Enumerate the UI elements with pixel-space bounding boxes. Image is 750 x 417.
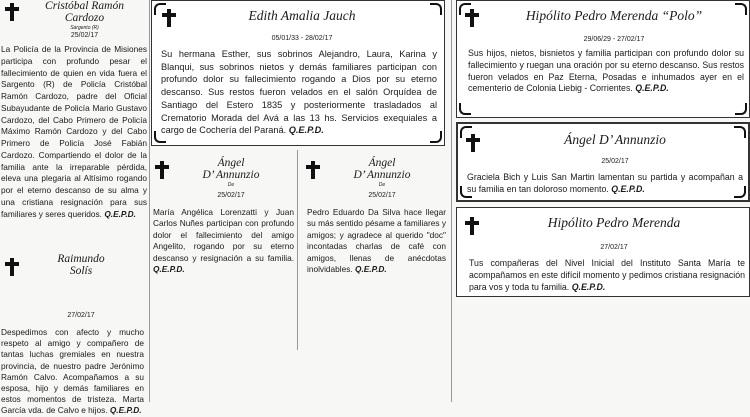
notice-edith-jauch <box>151 0 445 146</box>
notice-name: Hipólito Pedro Merenda “Polo” <box>525 8 703 23</box>
cross-icon <box>465 216 479 236</box>
notice-body: Tus compañeras del Nivel Inicial del Instituto Santa María te acompañamos en este difícil momento y pedimos cristiana resignación para vos y toda tu familia. Q.E.P.D. <box>469 258 745 293</box>
notice-date: 25/02/17 <box>70 32 99 39</box>
notice-date: 25/02/17 <box>368 192 396 199</box>
notice-raimundo-solis <box>0 252 147 416</box>
notice-body: María Angélica Lorenzatti y Juan Carlos Nuñes participan con profundo dolor el fallecimiento del amigo Angelito, rogando por su eterno descanso y resignación a su familia. Q.E.P.D. <box>153 207 294 275</box>
notice-angel-annunzio-3 <box>456 122 750 202</box>
notice-date: 05/01/33 - 28/02/17 <box>271 35 333 42</box>
notice-date: 27/02/17 <box>67 312 95 319</box>
notice-date: 25/02/17 <box>601 158 629 165</box>
cross-icon <box>306 160 320 180</box>
cross-icon <box>5 257 19 277</box>
notice-name: Raimundo Solís <box>57 253 105 277</box>
notice-body: Graciela Bich y Luis San Martin lamentan su partida y acompañan a su familia en tan doloroso momento. Q.E.P.D. <box>467 172 743 194</box>
notice-hipolito-merenda <box>456 207 750 297</box>
cross-icon <box>466 133 480 153</box>
notice-date: 29/06/29 - 27/02/17 <box>583 36 645 43</box>
cross-icon <box>5 2 19 22</box>
column-divider <box>149 0 150 402</box>
cross-icon <box>162 8 176 28</box>
column-divider <box>451 0 452 402</box>
cross-icon <box>155 160 169 180</box>
notice-date: 27/02/17 <box>600 244 628 251</box>
notice-body: Despedimos con afecto y mucho respeto al amigo y compañero de tantas luchas gremiales en nuestra provincia, de nuestro padre Jerónimo Ramón Calvo. Acompañamos a su esposa, hijo y demás familiares en estos momentos de tristeza. Marta García vda. de Calvo e hijos. Q.E.P.D. <box>1 327 144 416</box>
cross-icon <box>465 8 479 28</box>
notice-body: La Policía de la Provincia de Misiones participa con profundo pesar el fallecimiento de quien en vida fuera el Sargento (R) de Policía Cristóbal Ramón Cardozo, padre del Oficial Subayudante de Policía Mario Gustavo Cardozo, del Cabo Primero de Policía Máximo Ramón Cardozo y del Cabo Primero de Policía José Fabián Cardozo. Compartiendo el dolor de la familia ante la irreparable pérdida, eleva una plegaria al Altísimo rogando por el eterno descanso de su alma y una cristiana resignación para sus familiares y seres queridos. Q.E.P.D. <box>1 44 147 219</box>
notice-name: Ángel D’ Annunzio <box>353 157 411 181</box>
notice-name: Ángel D’ Annunzio <box>564 132 666 147</box>
notice-angel-annunzio-1 <box>151 152 296 342</box>
notice-name: Hipólito Pedro Merenda <box>547 215 681 230</box>
notice-sub: De <box>378 182 386 188</box>
notice-cristobal-cardozo <box>0 0 147 250</box>
notice-angel-annunzio-2 <box>302 152 447 342</box>
notice-name: Ángel D’ Annunzio <box>202 157 260 181</box>
notice-name: Cristóbal Ramón Cardozo <box>45 0 124 24</box>
column-divider <box>297 150 298 350</box>
notice-sub: De <box>227 182 235 188</box>
notice-hipolito-merenda-polo <box>456 0 750 118</box>
notice-rank: Sargento (R) <box>70 25 99 31</box>
notice-date: 25/02/17 <box>217 192 245 199</box>
notice-name: Edith Amalia Jauch <box>248 8 356 23</box>
notice-body: Sus hijos, nietos, bisnietos y familia participan con profundo dolor su fallecimiento y ruegan una oración por su eterno descanso. Sus restos fueron velados en Paz Eterna, Posadas e inhumados ayer en el cementerio de Colonia Liebig - Corrientes. Q.E.P.D. <box>468 48 744 94</box>
notice-body: Su hermana Esther, sus sobrinos Alejandro, Laura, Karina y Blanqui, sus sobrinos nietos y demás familiares participan con profundo dolor su fallecimiento rogando a Dios por su eterno descanso. Sus restos fueron velados en el salón Orquídea de Santiago del Estero 1835 y posteriormente trasladados al Crematorio Morada del Avá a las 13 hs. Servicios exequiales a cargo de Cochería del Paraná. Q.E.P.D. <box>161 49 437 136</box>
notice-body: Pedro Eduardo Da Silva hace llegar su más sentido pésame a familiares y amigos; y agradece al querido "doc" incontadas charlas de café con amigos, llenas de anécdotas inolvidables. Q.E.P.D. <box>307 207 446 275</box>
